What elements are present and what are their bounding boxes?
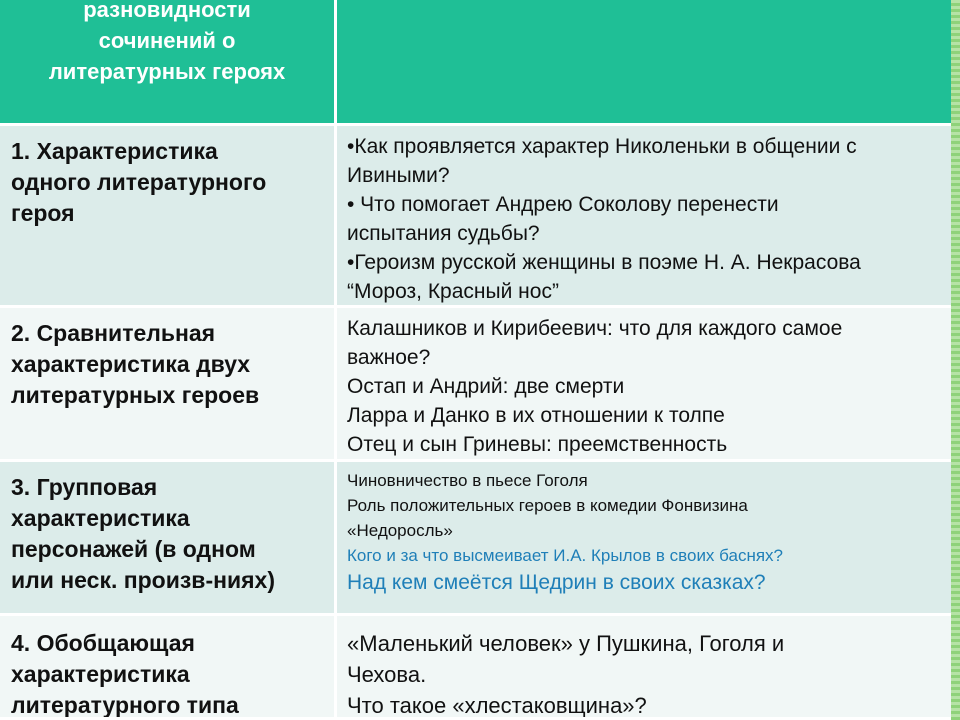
row-4-title-line-3: литературного типа — [11, 692, 239, 718]
row-3-title-line-1: 3. Групповая — [11, 474, 158, 500]
row-4-example-line-3: Что такое «хлестаковщина»? — [347, 693, 647, 718]
row-1-examples-cell — [337, 126, 951, 308]
row-3-examples-cell — [337, 462, 951, 616]
row-1-example-line-6: “Мороз, Красный нос” — [347, 280, 559, 303]
row-3-title-line-2: характеристика — [11, 505, 190, 531]
row-1-title-line-3: героя — [11, 200, 75, 226]
row-4-title-line-2: характеристика — [11, 661, 190, 687]
row-3-example-line-4: Кого и за что высмеивает И.А. Крылов в своих баснях? — [347, 546, 784, 565]
row-1-example-line-1: •Как проявляется характер Николеньки в общении с — [347, 135, 857, 158]
row-4-examples-cell — [337, 616, 951, 720]
row-1-title-cell — [0, 126, 337, 308]
row-3-example-line-2: Роль положительных героев в комедии Фонвизина — [347, 496, 748, 515]
row-2-example-line-4: Ларра и Данко в их отношении к толпе — [347, 404, 725, 427]
row-3-example-line-5: Над кем смеётся Щедрин в своих сказках? — [347, 571, 766, 594]
row-1-example-line-4: испытания судьбы? — [347, 222, 540, 245]
header-line-2: сочинений о — [98, 28, 236, 53]
row-2-example-line-2: важное? — [347, 346, 431, 369]
row-2-examples-cell — [337, 308, 951, 462]
row-3-example-line-1: Чиновничество в пьесе Гоголя — [347, 471, 588, 490]
row-2-title-line-2: характеристика двух — [11, 351, 251, 377]
header-line-3: литературных героях — [48, 59, 286, 84]
row-2-title-line-1: 2. Сравнительная — [11, 320, 216, 346]
header-empty-cell — [337, 0, 951, 126]
row-2-example-line-3: Остап и Андрий: две смерти — [347, 375, 625, 398]
row-3-title-cell — [0, 462, 337, 616]
row-4-example-line-2: Чехова. — [347, 662, 427, 687]
header-title-cell — [0, 0, 337, 126]
row-2-title-line-3: литературных героев — [11, 382, 260, 408]
row-1-example-line-2: Ивиными? — [347, 164, 450, 187]
header-title — [0, 0, 334, 87]
row-1-title-line-2: одного литературного — [11, 169, 267, 195]
row-2-title-cell — [0, 308, 337, 462]
row-1-example-line-5: •Героизм русской женщины в поэме Н. А. Некрасова — [347, 251, 861, 274]
row-4-title-line-1: 4. Обобщающая — [11, 630, 195, 656]
row-3-title-line-4: или неск. произв-ниях) — [11, 567, 276, 593]
row-3-example-line-3: «Недоросль» — [347, 521, 453, 540]
row-4-title-cell — [0, 616, 337, 720]
row-2-example-line-1: Калашников и Кирибеевич: что для каждого самое — [347, 317, 843, 340]
row-4-example-line-1: «Маленький человек» у Пушкина, Гоголя и — [347, 631, 785, 656]
row-2-example-line-5: Отец и сын Гриневы: преемственность — [347, 433, 728, 456]
header-line-1: разновидности — [83, 0, 251, 22]
row-3-title-line-3: персонажей (в одном — [11, 536, 256, 562]
row-1-example-line-3: • Что помогает Андрею Соколову перенести — [347, 193, 779, 216]
row-1-title-line-1: 1. Характеристика — [11, 138, 218, 164]
